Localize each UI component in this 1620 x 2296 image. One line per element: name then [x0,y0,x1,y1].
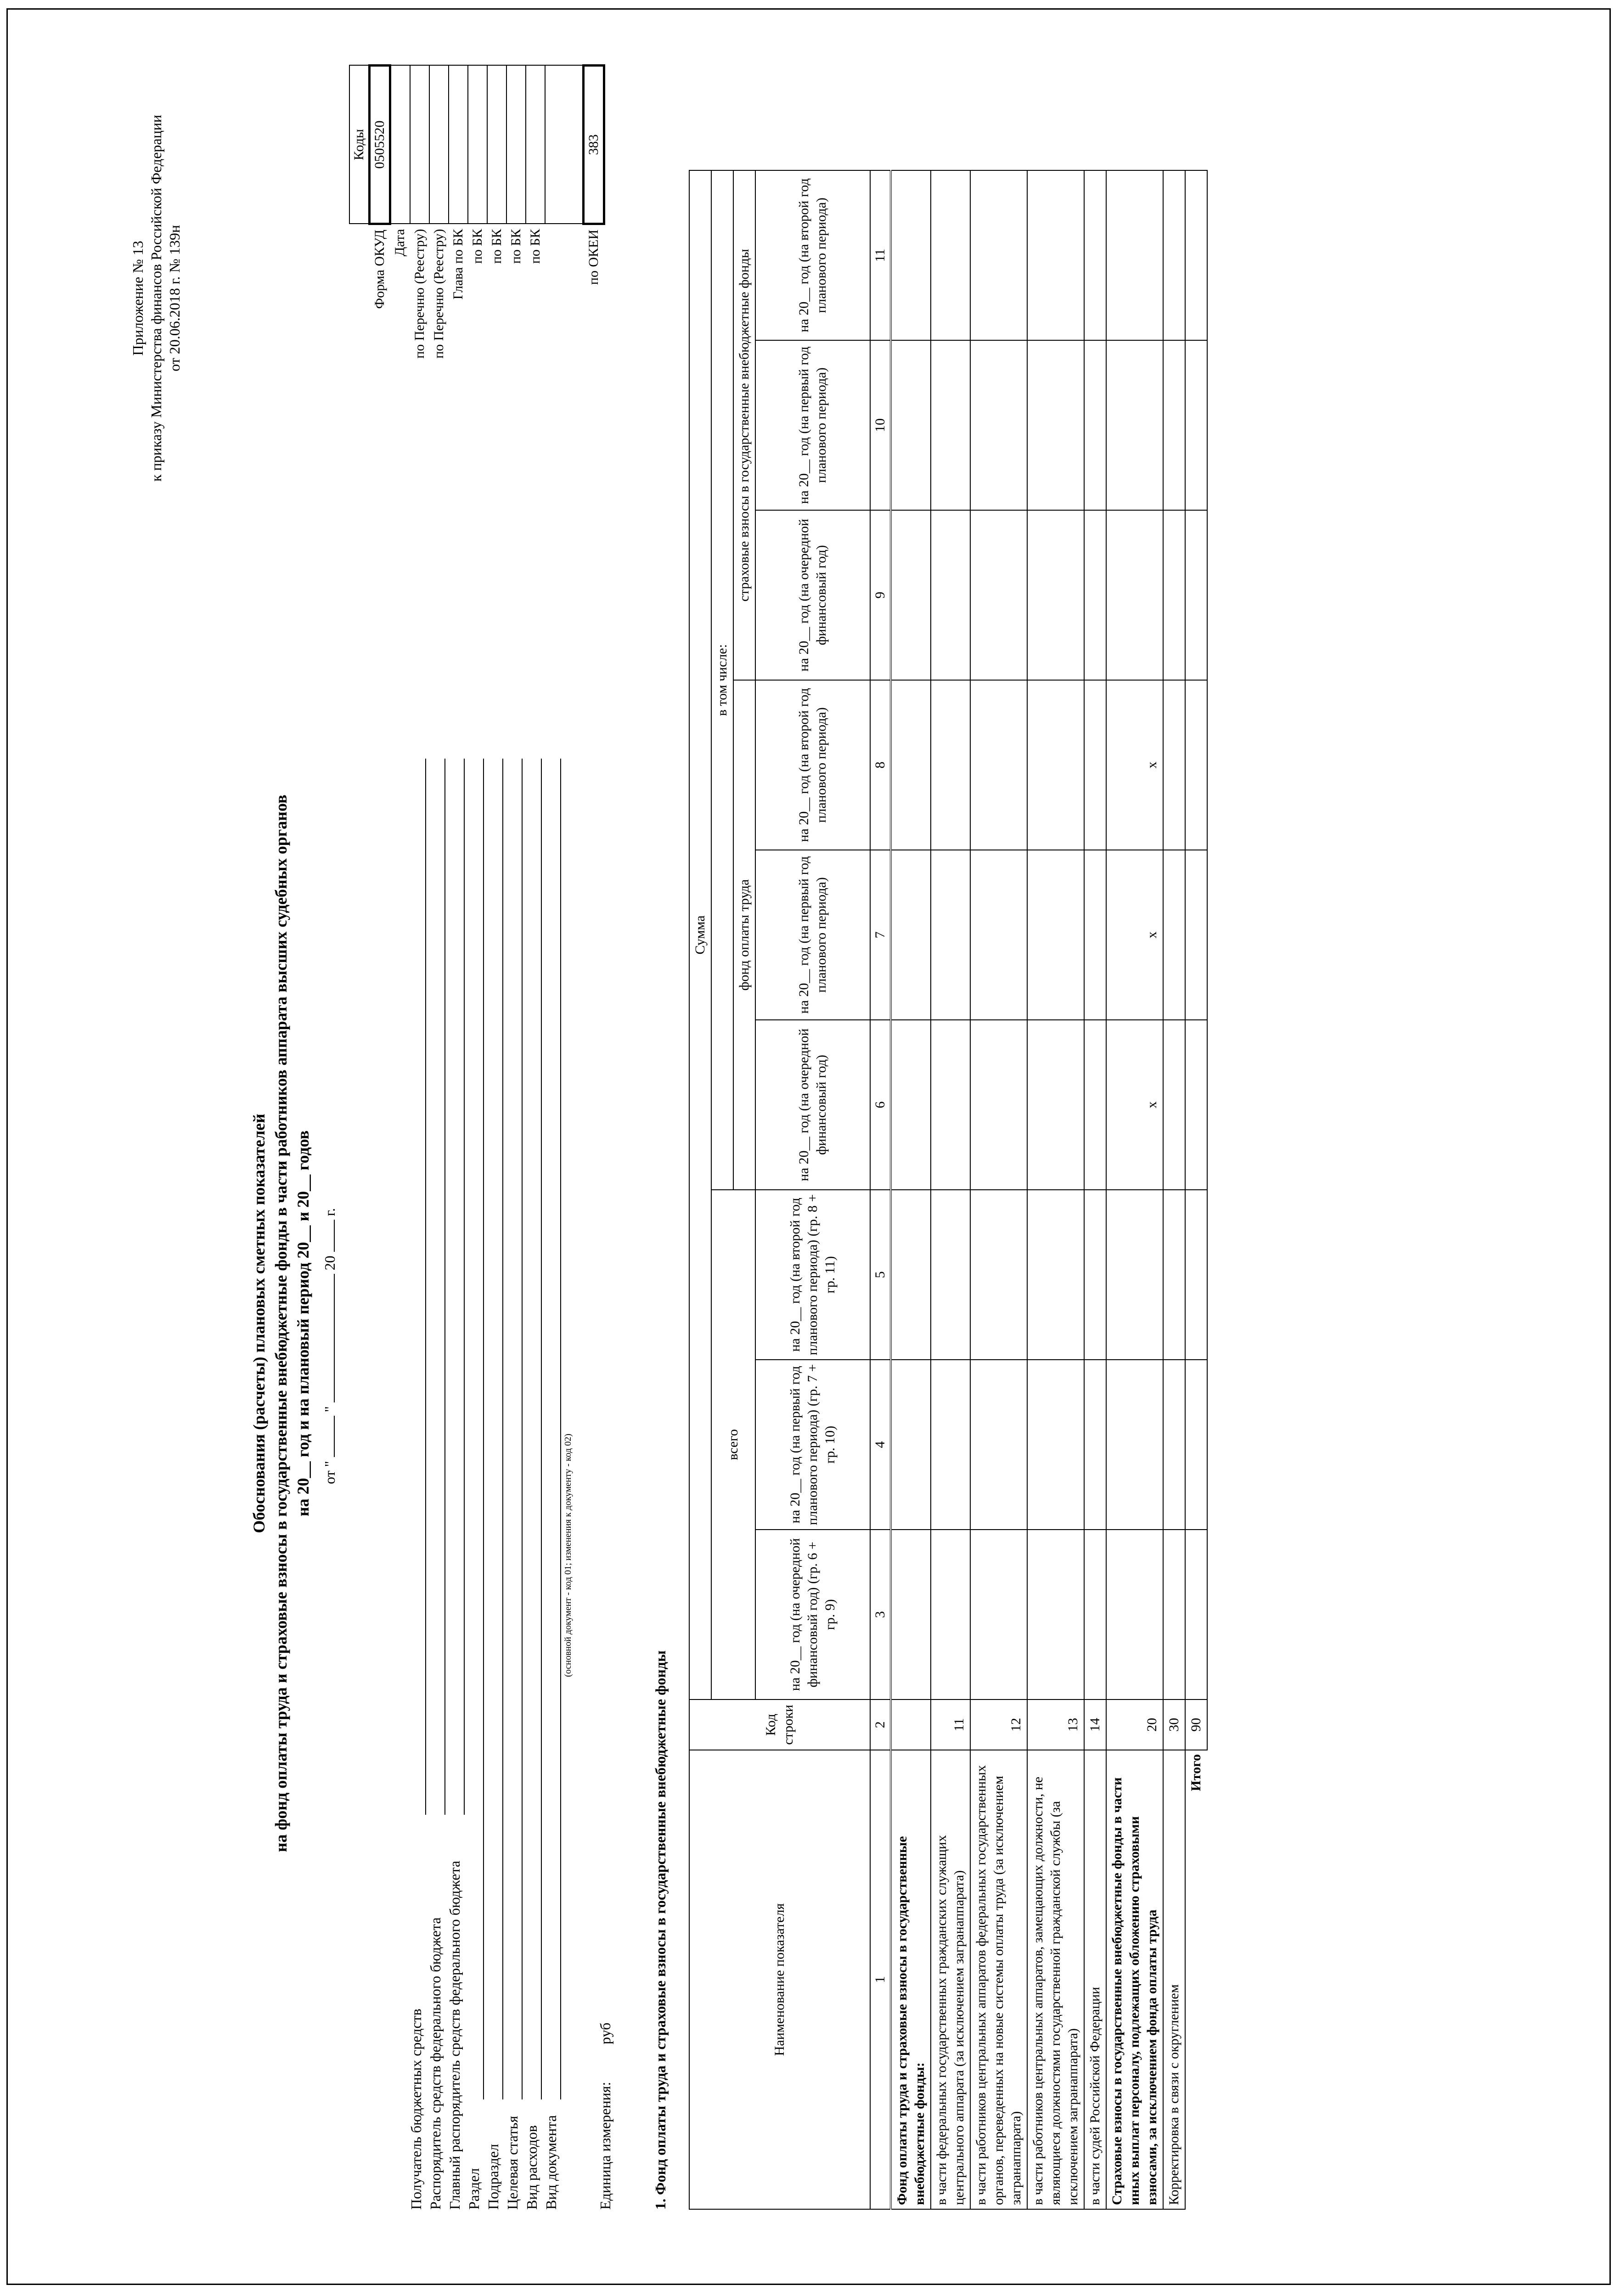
document-title [248,566,314,2081]
row-value-cell[interactable] [891,850,931,1020]
header-col-6: на 20__ год (на очередной финансовый год) [755,1020,870,1190]
row-name: в части федеральных государственных гражданских служащих центрального аппарата (за исключением загранаппарата) [931,1750,970,2209]
total-code: 90 [1185,1699,1207,1750]
approval-line-3: от 20.06.2018 г. № 139н [166,225,183,371]
code-label: по Перечню (Реестру) [431,229,446,359]
date-line [321,1208,338,1484]
row-value-cell[interactable] [1027,1190,1084,1360]
row-code: 13 [1027,1699,1084,1750]
row-value-cell[interactable] [970,170,1027,340]
row-value-cell[interactable] [1163,680,1185,850]
code-label: по Перечню (Реестру) [412,229,427,359]
codes-box [349,64,605,450]
header-name: Наименование показателя [689,1750,870,2209]
row-value-cell[interactable] [1084,170,1106,340]
row-value-cell[interactable] [891,170,931,340]
row-value-cell[interactable] [1163,170,1185,340]
header-including: в том числе: [711,170,733,1190]
approval-block [129,115,184,482]
row-value-cell[interactable] [931,510,970,680]
header-sum: Сумма [689,170,711,1699]
total-cell[interactable] [1185,1360,1207,1530]
field-target-label: Целевая статья [504,2116,521,2210]
row-value-cell[interactable] [1027,1020,1084,1190]
header-total: всего [711,1190,755,1699]
row-value-cell[interactable] [931,850,970,1020]
code-label: по БК [528,229,543,264]
field-recipient-label: Получатель бюджетных средств [408,2009,424,2210]
field-expense-type-label: Вид расходов [523,2125,540,2210]
header-col-11: на 20__ год (на второй год планового периода) [755,170,870,340]
col-number: 10 [870,340,891,510]
table-row [891,170,931,2209]
row-value-cell[interactable] [931,1530,970,1699]
total-row [1185,170,1207,2209]
row-value-cell[interactable] [1084,1360,1106,1530]
unit-label: Единица измерения: [597,2082,613,2210]
code-bk-1[interactable] [468,66,487,224]
total-cell[interactable] [1185,1530,1207,1699]
date-year-prefix: 20 [321,1255,338,1271]
total-cell[interactable] [1185,680,1207,850]
row-value-cell[interactable] [1027,1530,1084,1699]
code-label: по ОКЕИ [586,230,601,285]
col-number: 11 [870,170,891,340]
row-name: Фонд оплаты труда и страховые взносы в государственные внебюджетные фонды: [891,1750,931,2209]
date-month-field[interactable] [334,1274,335,1402]
code-bk-2[interactable] [487,66,506,224]
code-label: по БК [470,229,485,264]
row-value-cell[interactable] [970,1190,1027,1360]
code-reestr-1[interactable] [410,66,429,224]
row-value-cell[interactable]: x [1106,850,1163,1020]
header-col-9: на 20__ год (на очередной финансовый год) [755,510,870,680]
row-value-cell[interactable] [1106,340,1163,510]
row-value-cell[interactable] [1084,850,1106,1020]
table-row [931,170,970,2209]
row-value-cell[interactable] [1106,170,1163,340]
section-title: 1. Фонд оплаты труда и страховые взносы в государственные внебюджетные фонды [652,1650,669,2210]
header-col-10: на 20__ год (на первый год планового периода) [755,340,870,510]
date-day-field[interactable] [334,1416,335,1457]
row-name: Корректировка в связи с округлением [1163,1750,1185,2209]
title-line-3: на 20__ год и на плановый период 20__ и 20__ годов [294,1130,312,1517]
total-label: Итого [1185,1750,1207,2209]
code-bk-3[interactable] [506,66,526,224]
row-value-cell[interactable] [931,1020,970,1190]
row-value-cell[interactable] [1163,1360,1185,1530]
code-reestr-2[interactable] [429,66,449,224]
row-value-cell[interactable] [891,1020,931,1190]
table-row [1084,170,1106,2209]
row-value-cell[interactable] [1027,340,1084,510]
field-chief-manager-line[interactable] [464,759,465,1815]
col-number: 4 [870,1360,891,1530]
col-number: 1 [870,1750,891,2209]
total-cell[interactable] [1185,1020,1207,1190]
date-ot: от " [321,1461,338,1484]
header-col-3: на 20__ год (на очередной финансовый год) (гр. 6 + гр. 9) [755,1530,870,1699]
field-expense-type-line[interactable] [541,759,542,2099]
code-label: Форма ОКУД [372,230,387,309]
row-value-cell[interactable] [1027,850,1084,1020]
row-name: в части работников центральных аппаратов, замещающих должности, не являющиеся должностями государственной гражданской службы (за исключением загранаппарата) [1027,1750,1084,2209]
row-name: Страховые взносы в государственные внебюджетные фонды в части иных выплат персоналу, подлежащих обложению страховыми взносами, за исключением фонда оплаты труда [1106,1750,1163,2209]
codes-header: Коды [349,66,370,224]
row-code: 12 [970,1699,1027,1750]
row-value-cell[interactable] [1027,680,1084,850]
title-line-2: на фонд оплаты труда и страховые взносы в государственные внебюджетные фонды в части работников аппарата высших судебных органов [272,794,290,1852]
field-target-line[interactable] [522,759,523,2099]
col-number: 2 [870,1699,891,1750]
row-value-cell[interactable] [1106,510,1163,680]
row-value-cell[interactable] [1106,1360,1163,1530]
row-value-cell[interactable] [1084,1190,1106,1360]
header-col-7: на 20__ год (на первый год планового периода) [755,850,870,1020]
row-value-cell[interactable] [931,1360,970,1530]
code-label [545,224,584,450]
table-row [1106,170,1163,2209]
field-doc-type-line[interactable] [560,759,561,2099]
field-manager-label: Распорядитель средств федерального бюджета [427,1917,444,2210]
row-value-cell[interactable] [970,340,1027,510]
table-row [1027,170,1084,2209]
field-subsection-line[interactable] [502,759,503,2099]
col-number: 5 [870,1190,891,1360]
row-value-cell[interactable] [1027,170,1084,340]
field-manager-line[interactable] [444,759,445,1815]
row-value-cell[interactable] [891,1190,931,1360]
row-value-cell[interactable] [1027,510,1084,680]
row-code: 11 [931,1699,970,1750]
row-value-cell[interactable] [891,510,931,680]
row-value-cell[interactable] [1163,340,1185,510]
row-value-cell[interactable] [891,680,931,850]
code-label: по БК [508,229,523,264]
header-col-8: на 20__ год (на второй год планового периода) [755,680,870,850]
row-value-cell[interactable] [970,510,1027,680]
main-table [689,170,1208,2210]
row-value-cell[interactable] [931,170,970,340]
field-doc-type-label: Вид документа [543,2115,559,2210]
row-name: в части работников центральных аппаратов федеральных государственных органов, переведенных на новые системы оплаты труда (за исключением загранаппарата) [970,1750,1027,2209]
code-okei: 383 [584,66,604,224]
row-code [891,1699,931,1750]
field-section-line[interactable] [483,759,484,2099]
approval-line-1: Приложение № 13 [129,241,146,356]
row-value-cell[interactable] [970,680,1027,850]
row-value-cell[interactable] [1106,1190,1163,1360]
title-line-1: Обоснования (расчеты) плановых сметных показателей [250,1114,268,1533]
row-code: 20 [1106,1699,1163,1750]
field-chief-manager-label: Главный распорядитель средств федерального бюджета [446,1861,463,2210]
total-cell[interactable] [1185,170,1207,340]
table-body [891,170,1185,2209]
row-value-cell[interactable] [1084,510,1106,680]
row-value-cell[interactable] [1163,1190,1185,1360]
row-value-cell[interactable] [1027,1360,1084,1530]
row-value-cell[interactable] [891,340,931,510]
col-number: 8 [870,680,891,850]
header-code: Код строки [689,1699,870,1750]
row-value-cell[interactable] [891,1360,931,1530]
code-date[interactable] [390,66,411,224]
row-value-cell[interactable] [1084,1020,1106,1190]
total-cell[interactable] [1185,510,1207,680]
row-value-cell[interactable]: x [1106,1020,1163,1190]
row-value-cell[interactable] [970,850,1027,1020]
row-value-cell[interactable] [1084,1530,1106,1699]
doc-type-hint: (основной документ - код 01; изменения к документу - код 02) [563,1434,573,1677]
row-value-cell[interactable]: x [1106,680,1163,850]
date-year-field[interactable] [334,1220,335,1252]
date-g: г. [321,1208,338,1216]
row-code: 30 [1163,1699,1185,1750]
code-bk-4[interactable] [526,66,545,224]
col-number: 3 [870,1530,891,1699]
field-section-label: Раздел [466,2168,482,2210]
unit-value: руб [597,2022,613,2044]
col-number: 6 [870,1020,891,1190]
code-label: Глава по БК [450,229,466,300]
total-cell[interactable] [1185,850,1207,1020]
total-cell[interactable] [1185,1190,1207,1360]
row-value-cell[interactable] [1163,1530,1185,1699]
row-value-cell[interactable] [891,1530,931,1699]
row-value-cell[interactable] [1106,1530,1163,1699]
table-row [1163,170,1185,2209]
header-fot: фонд оплаты труда [733,680,755,1190]
total-cell[interactable] [1185,340,1207,510]
field-subsection-label: Подраздел [485,2144,501,2210]
row-value-cell[interactable] [1084,680,1106,850]
row-value-cell[interactable] [1163,1020,1185,1190]
col-number: 7 [870,850,891,1020]
row-name: в части судей Российской Федерации [1084,1750,1106,2209]
row-code: 14 [1084,1699,1106,1750]
code-doc-type[interactable] [545,66,584,224]
row-value-cell[interactable] [931,340,970,510]
row-value-cell[interactable] [970,1530,1027,1699]
row-value-cell[interactable] [1084,340,1106,510]
date-quote: " [321,1406,338,1412]
column-numbers-row [870,170,891,2209]
row-value-cell[interactable] [1163,850,1185,1020]
field-recipient-line[interactable] [425,759,426,1815]
code-okud: 0505520 [370,66,390,224]
code-label: по БК [489,229,504,264]
code-glava[interactable] [449,66,468,224]
header-col-5: на 20__ год (на второй год планового периода) (гр. 8 + гр. 11) [755,1190,870,1360]
table-row [970,170,1027,2209]
row-value-cell[interactable] [970,1020,1027,1190]
col-number: 9 [870,510,891,680]
code-label: Дата [392,229,408,257]
row-value-cell[interactable] [931,1190,970,1360]
approval-line-2: к приказу Министерства финансов Российской Федерации [148,115,164,482]
header-col-4: на 20__ год (на первый год планового периода) (гр. 7 + гр. 10) [755,1360,870,1530]
row-value-cell[interactable] [931,680,970,850]
header-insurance: страховые взносы в государственные внебюджетные фонды [733,170,755,680]
row-value-cell[interactable] [970,1360,1027,1530]
row-value-cell[interactable] [1163,510,1185,680]
